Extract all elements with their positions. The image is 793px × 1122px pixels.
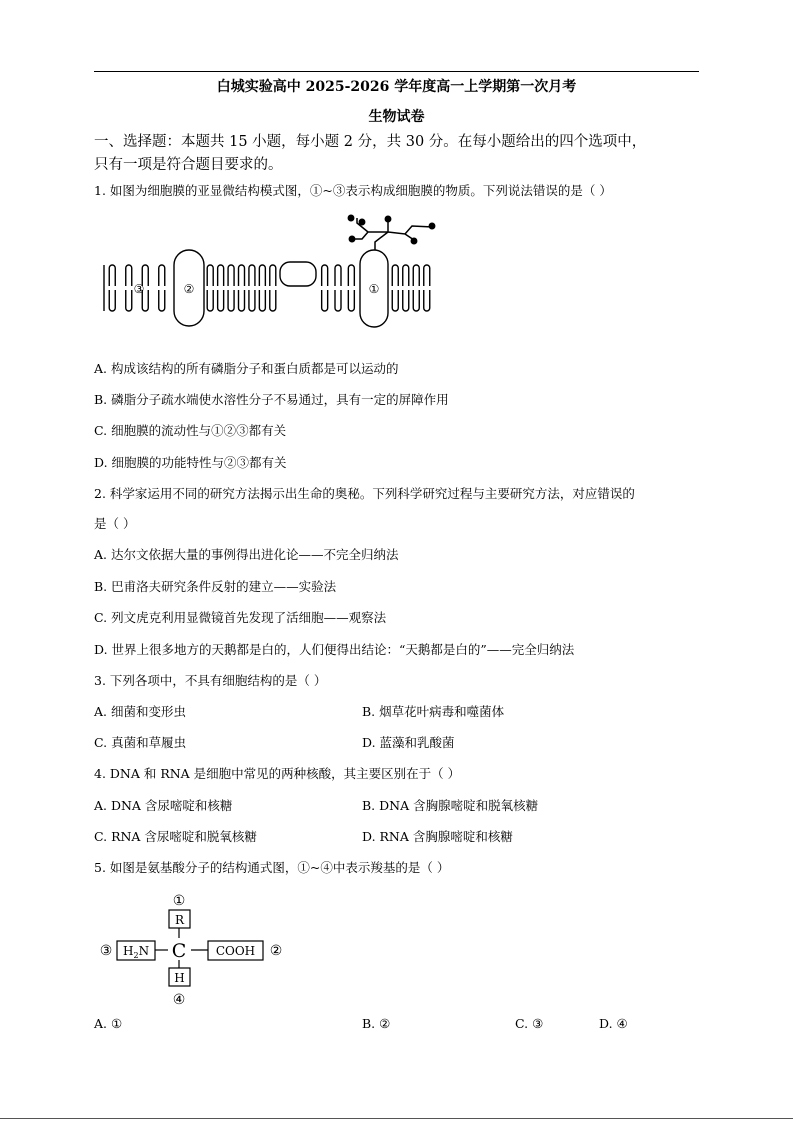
section-instruction-line1: 一、选择题：本题共 15 小题，每小题 2 分，共 30 分。在每小题给出的四个选项中，	[94, 134, 647, 150]
q1-stem: 1. 如图为细胞膜的亚显微结构模式图，①~③表示构成细胞膜的物质。下列说法错误的是（ ）	[94, 183, 612, 198]
q2-option-b: B. 巴甫洛夫研究条件反射的建立——实验法	[94, 579, 337, 594]
q5-option-a: A. ①	[94, 1016, 123, 1031]
q5-stem: 5. 如图是氨基酸分子的结构通式图，①~④中表示羧基的是（ ）	[94, 860, 450, 875]
q2-option-c: C. 列文虎克利用显微镜首先发现了活细胞——观察法	[94, 610, 387, 625]
amino-group: $H_2N$	[123, 944, 150, 960]
q2-option-d: D. 世界上很多地方的天鹅都是白的，人们便得出结论：“天鹅都是白的”——完全归纳法	[94, 642, 575, 657]
num-2: ②	[269, 943, 283, 959]
q5-option-c: C. ③	[515, 1016, 544, 1031]
q1-option-b: B. 磷脂分子疏水端使水溶性分子不易通过，具有一定的屏障作用	[94, 392, 449, 407]
q5-option-d: D. ④	[599, 1016, 628, 1031]
subject-title: 生物试卷	[368, 109, 425, 125]
num-1: ①	[172, 893, 186, 909]
q4-option-d: D. RNA 含胸腺嘧啶和核糖	[362, 829, 513, 844]
label-2: ②	[183, 282, 195, 296]
carboxyl-group: COOH	[215, 944, 256, 958]
q2-option-a: A. 达尔文依据大量的事例得出进化论——不完全归纳法	[94, 547, 399, 562]
bottom-edge	[0, 1118, 793, 1119]
alpha-carbon: C	[171, 940, 187, 962]
q4-option-c: C. RNA 含尿嘧啶和脱氧核糖	[94, 829, 257, 844]
r-group: R	[174, 913, 185, 927]
q3-option-d: D. 蓝藻和乳酸菌	[362, 735, 455, 750]
label-1: ①	[368, 282, 380, 296]
q5-option-b: B. ②	[362, 1016, 391, 1031]
label-3: ③	[133, 282, 145, 296]
q1-option-c: C. 细胞膜的流动性与①②③都有关	[94, 423, 287, 438]
exam-title: 白城实验高中 2025-2026 学年度高一上学期第一次月考	[216, 79, 577, 95]
q3-option-c: C. 真菌和草履虫	[94, 735, 187, 750]
num-3: ③	[99, 943, 113, 959]
q1-option-d: D. 细胞膜的功能特性与②③都有关	[94, 455, 287, 470]
q4-option-b: B. DNA 含胸腺嘧啶和脱氧核糖	[362, 798, 539, 813]
q2-stem-line1: 2. 科学家运用不同的研究方法揭示出生命的奥秘。下列科学研究过程与主要研究方法，对应错误的	[94, 486, 635, 501]
q3-stem: 3. 下列各项中，不具有细胞结构的是（ ）	[94, 673, 327, 688]
q4-stem: 4. DNA 和 RNA 是细胞中常见的两种核酸，其主要区别在于（ ）	[94, 766, 461, 781]
q3-option-b: B. 烟草花叶病毒和噬菌体	[362, 704, 505, 719]
q4-option-a: A. DNA 含尿嘧啶和核糖	[94, 798, 233, 813]
h-group: H	[174, 971, 185, 985]
q2-stem-line2: 是（ ）	[94, 516, 136, 531]
section-instruction-line2: 只有一项是符合题目要求的。	[94, 157, 283, 173]
q1-option-a: A. 构成该结构的所有磷脂分子和蛋白质都是可以运动的	[94, 361, 399, 376]
num-4: ④	[172, 992, 186, 1008]
q3-option-a: A. 细菌和变形虫	[94, 704, 186, 719]
